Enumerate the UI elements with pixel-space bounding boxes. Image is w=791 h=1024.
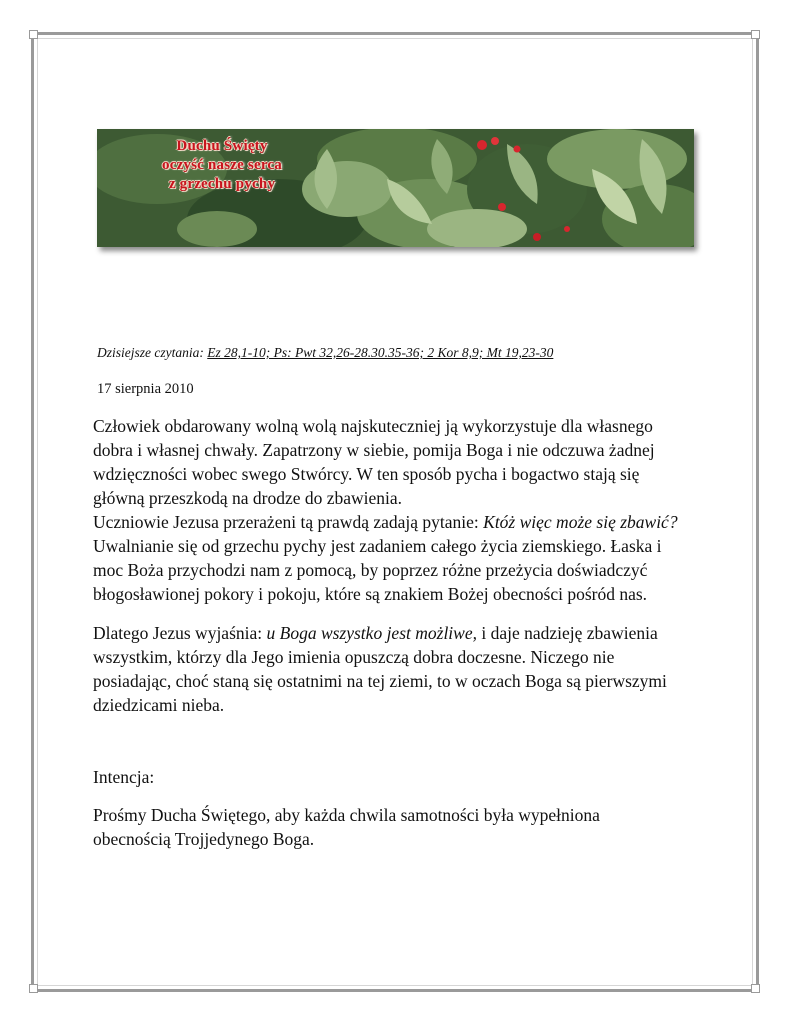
text-line: posiadając, choć staną się ostatnimi na tej ziemi, to w oczach Boga są pierwszymi [93,671,667,691]
text-plain: i daje nadzieję zbawienia [476,623,658,643]
text-line: moc Boża przychodzi nam z pomocą, by poprzez różne przeżycia doświadczyć [93,560,648,580]
text-line: obecnością Trojjedynego Boga. [93,829,315,849]
corner-ornament [751,30,760,39]
banner-title-line: oczyść nasze serca [162,157,282,173]
date: 17 sierpnia 2010 [97,381,194,397]
readings-label: Dzisiejsze czytania: [97,345,204,360]
text-line: wszystkim, którzy dla Jego imienia opuszczą dobra doczesne. Niczego nie [93,647,615,667]
text-line [93,621,733,645]
banner-title [117,137,327,194]
meditation-paragraph [93,414,733,606]
banner-title-line: z grzechu pychy [168,176,276,192]
header-banner-image [97,129,694,247]
daily-readings [97,345,553,361]
banner-title-line: Duchu Święty [176,138,268,154]
text-plain: Dlatego Jezus wyjaśnia: [93,623,267,643]
text-line: Uwalnianie się od grzechu pychy jest zadaniem całego życia ziemskiego. Łaska i [93,536,662,556]
text-plain: Uczniowie Jezusa przerażeni tą prawdą zadają pytanie: [93,512,484,532]
text-line: dziedzicami nieba. [93,695,225,715]
text-line [93,510,733,534]
meditation-paragraph [93,621,733,717]
intention-text [93,803,733,851]
readings-references-link[interactable]: Ez 28,1-10; Ps: Pwt 32,26-28.30.35-36; 2 Kor 8,9; Mt 19,23-30 [207,345,554,360]
text-line: Prośmy Ducha Świętego, aby każda chwila samotności była wypełniona [93,805,600,825]
text-line: błogosławionej pokory i pokoju, które są znakiem Bożej obecności pośród nas. [93,584,648,604]
quote-italic: u Boga wszystko jest możliwe, [266,623,477,643]
corner-ornament [29,30,38,39]
text-line: główną przeszkodą na drodze do zbawienia. [93,488,403,508]
intention-heading: Intencja: [93,767,155,787]
text-line: Człowiek obdarowany wolną wolą najskuteczniej ją wykorzystuje dla własnego [93,416,653,436]
text-line: wdzięczności wobec swego Stwórcy. W ten sposób pycha i bogactwo stają się [93,464,640,484]
text-line: dobra i własnej chwały. Zapatrzony w siebie, pomija Boga i nie odczuwa żadnej [93,440,655,460]
quote-italic: Któż więc może się zbawić? [483,512,678,532]
corner-ornament [751,984,760,993]
corner-ornament [29,984,38,993]
